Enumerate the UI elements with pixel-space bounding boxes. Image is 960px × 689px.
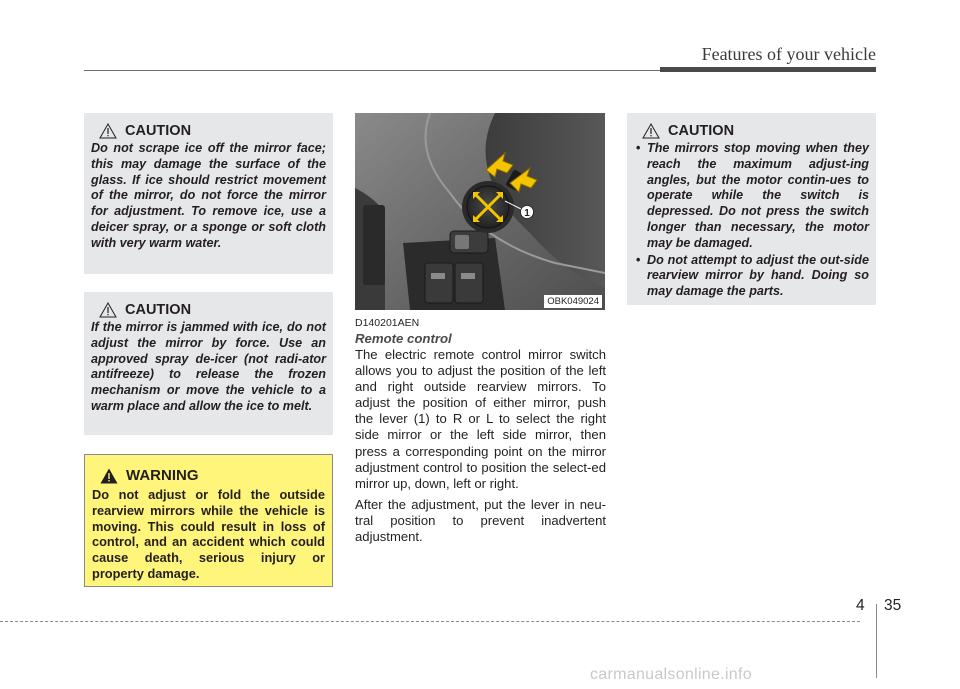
body-paragraph: After the adjustment, put the lever in neu-tral position to prevent inadvertent adjustment. [355, 496, 606, 545]
caution-title: CAUTION [125, 302, 192, 318]
section-subheading: Remote control [355, 331, 452, 346]
caution-box-scrape-ice [84, 113, 333, 274]
figure-code-label: OBK049024 [544, 295, 602, 308]
caution-triangle-icon [99, 302, 117, 318]
watermark-text: carmanualsonline.info [590, 666, 752, 683]
chapter-number: 4 [856, 597, 865, 614]
page-number: 35 [884, 597, 902, 614]
caution-heading [642, 123, 869, 139]
caution-title: CAUTION [125, 123, 192, 139]
caution-list-item: • Do not attempt to adjust the out-side rearview mirror by hand. Doing so may damage the parts. [634, 253, 869, 300]
caution-list-item: • The mirrors stop moving when they reach the maximum adjust-ing angles, but the motor contin-ues to operate while the switch is depressed. Do not press the switch longer than necessary, the motor may be damaged. [634, 141, 869, 252]
caution-heading [99, 123, 326, 139]
caution-triangle-icon [99, 123, 117, 139]
warning-box-moving-vehicle [84, 454, 333, 587]
page-header-title: Features of your vehicle [701, 44, 876, 64]
footer-divider [876, 604, 877, 678]
caution-text: Do not scrape ice off the mirror face; this may damage the surface of the glass. If ice should restrict movement of the mirror, do not force the mirror for adjustment. To remove ice, use a deicer spray, or a sponge or soft cloth with very warm water. [91, 141, 326, 250]
caution-box-jammed-mirror [84, 292, 333, 435]
warning-text: Do not adjust or fold the outside rearview mirrors while the vehicle is moving. This could result in loss of control, and an accident which could cause death, serious injury or property damage. [92, 487, 325, 581]
section-body [355, 347, 606, 550]
warning-heading [100, 467, 325, 484]
body-paragraph: The electric remote control mirror switch allows you to adjust the position of the left and right outside rearview mirrors. To adjust the position of either mirror, push the lever (1) to R or L to select the right side mirror or the left side mirror, then press a corresponding point on the mirror adjustment control to position the select-ed mirror up, down, left or right. [355, 347, 606, 491]
mirror-switch-photo [355, 113, 605, 310]
warning-triangle-icon [100, 468, 118, 484]
caution-heading [99, 302, 326, 318]
caution-box-mirror-motor [627, 113, 876, 305]
mirror-switch-illustration [355, 113, 605, 310]
footer-rule [0, 621, 860, 622]
caution-list [634, 141, 869, 300]
warning-title: WARNING [126, 467, 199, 484]
caution-text: If the mirror is jammed with ice, do not adjust the mirror by force. Use an approved spray de-icer (not radi-ator antifreeze) to release the frozen mechanism or move the vehicle to a warm place and allow the ice to melt. [91, 320, 326, 413]
section-code: D140201AEN [355, 317, 420, 329]
caution-title: CAUTION [668, 123, 735, 139]
header-rule-accent [660, 67, 876, 72]
callout-number: 1 [524, 208, 530, 219]
caution-triangle-icon [642, 123, 660, 139]
